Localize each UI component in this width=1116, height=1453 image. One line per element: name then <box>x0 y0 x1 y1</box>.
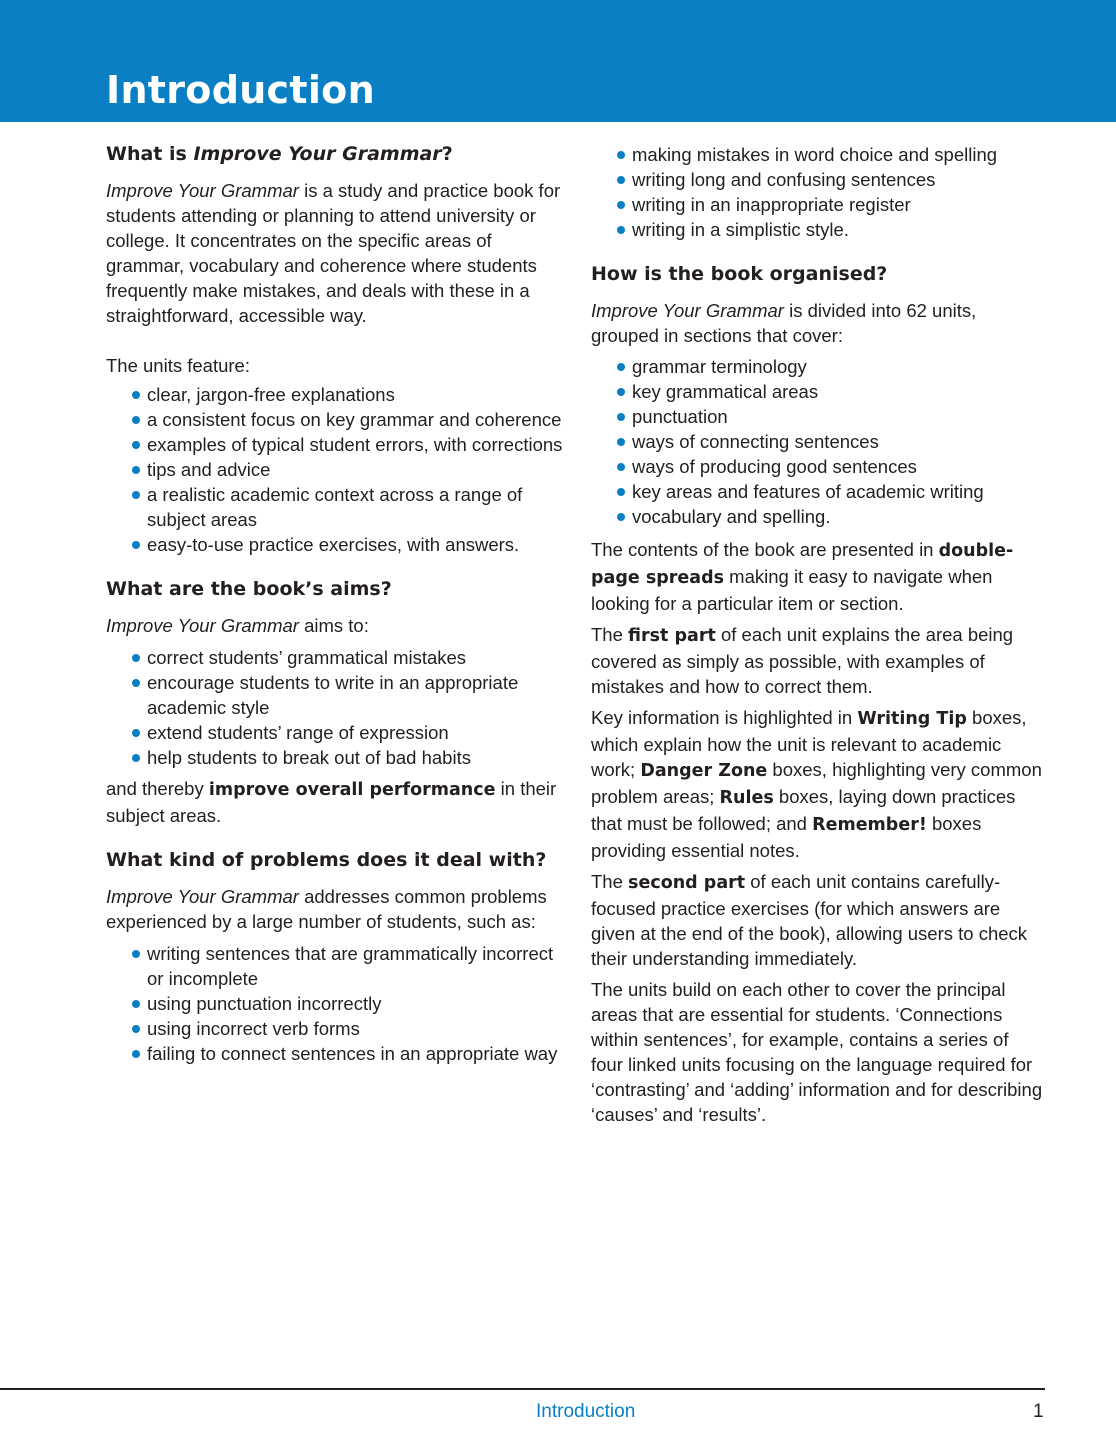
footer-section-label: Introduction <box>536 1401 636 1422</box>
footer-divider <box>0 1388 1045 1390</box>
problems-intro <box>106 884 566 934</box>
text-run: of each unit contains carefully-focused practice exercises (for which answers are given at the end of the book), allowing users to check their understanding immediately. <box>591 871 1028 969</box>
text-run: boxes, highlighting very common problem areas; <box>591 759 1042 807</box>
problems-list-continued <box>591 142 1043 242</box>
text-run: boxes providing essential notes. <box>591 813 982 861</box>
heading-organised: How is the book organised? <box>591 263 888 285</box>
what-is-text: is a study and practice book for students attending or planning to attend university or college. It concentrates on the specific areas of grammar, vocabulary and coherence where students frequently make mistakes, and deals with these in a straightforward, accessible way. <box>106 180 561 326</box>
aims-intro-text: aims to: <box>298 615 369 636</box>
list-item: key grammatical areas <box>617 379 1043 404</box>
bold-term: Danger Zone <box>640 761 768 781</box>
list-item: making mistakes in word choice and spelling <box>617 142 1043 167</box>
list-item: writing in an inappropriate register <box>617 192 1043 217</box>
page-title: Introduction <box>106 68 375 112</box>
left-column <box>106 142 566 1066</box>
text-run: boxes, laying down practices that must be followed; and <box>591 786 1016 834</box>
aims-outro <box>106 776 566 828</box>
list-item: vocabulary and spelling. <box>617 504 1043 529</box>
list-item: using incorrect verb forms <box>132 1016 566 1041</box>
problems-intro-text: addresses common problems experienced by a large number of students, such as: <box>106 886 547 932</box>
heading-what-is <box>106 142 566 167</box>
book-title: Improve Your Grammar <box>106 886 299 907</box>
book-title: Improve Your Grammar <box>106 615 299 636</box>
heading-what-is-post: ? <box>441 143 453 165</box>
text-run: The <box>591 871 629 892</box>
list-item: writing in a simplistic style. <box>617 217 1043 242</box>
text-run: The contents of the book are presented in <box>591 539 939 560</box>
heading-aims: What are the book’s aims? <box>106 578 392 600</box>
aims-list <box>106 645 566 770</box>
aims-outro-pre: and thereby <box>106 778 209 799</box>
organised-paragraph-4 <box>591 869 1043 971</box>
list-item: examples of typical student errors, with corrections <box>132 432 566 457</box>
organised-intro <box>591 298 1043 348</box>
header-banner <box>0 0 1116 122</box>
features-list <box>106 382 566 557</box>
list-item: ways of producing good sentences <box>617 454 1043 479</box>
text-run: boxes, which explain how the unit is relevant to academic work; <box>591 707 1027 780</box>
list-item: tips and advice <box>132 457 566 482</box>
page-number: 1 <box>1033 1401 1044 1422</box>
list-item: a consistent focus on key grammar and coherence <box>132 407 566 432</box>
organised-list <box>591 354 1043 529</box>
list-item: writing sentences that are grammatically incorrect or incomplete <box>132 941 566 991</box>
bold-term: double-page spreads <box>591 541 1014 588</box>
right-column <box>591 142 1043 1127</box>
list-item: writing long and confusing sentences <box>617 167 1043 192</box>
bold-term: second part <box>628 873 746 893</box>
text-run: of each unit explains the area being covered as simply as possible, with examples of mistakes and how to correct them. <box>591 624 1014 697</box>
heading-what-is-title: Improve Your Grammar <box>193 143 442 165</box>
heading-problems: What kind of problems does it deal with? <box>106 849 547 871</box>
aims-outro-post: in their subject areas. <box>106 778 557 826</box>
list-item: correct students’ grammatical mistakes <box>132 645 566 670</box>
list-item: ways of connecting sentences <box>617 429 1043 454</box>
aims-outro-bold: improve overall performance <box>208 780 496 800</box>
organised-paragraph-5: The units build on each other to cover the principal areas that are essential for students. ‘Connections within sentences’, for example, contains a series of four linked units focusing on the language required for ‘contrasting’ and ‘adding’ information and for describing ‘causes’ and ‘results’. <box>591 979 1043 1125</box>
bold-term: Remember! <box>812 815 927 835</box>
list-item: using punctuation incorrectly <box>132 991 566 1016</box>
list-item: a realistic academic context across a range of subject areas <box>132 482 566 532</box>
organised-paragraph-2 <box>591 622 1043 699</box>
list-item: punctuation <box>617 404 1043 429</box>
text-run: making it easy to navigate when looking for a particular item or section. <box>591 566 993 614</box>
list-item: failing to connect sentences in an appropriate way <box>132 1041 566 1066</box>
book-title: Improve Your Grammar <box>106 180 299 201</box>
what-is-paragraph <box>106 178 566 328</box>
problems-list <box>106 941 566 1066</box>
list-item: help students to break out of bad habits <box>132 745 566 770</box>
list-item: easy-to-use practice exercises, with answers. <box>132 532 566 557</box>
heading-what-is-pre: What is <box>106 143 194 165</box>
list-item: grammar terminology <box>617 354 1043 379</box>
list-item: extend students’ range of expression <box>132 720 566 745</box>
aims-intro <box>106 613 566 638</box>
list-item: encourage students to write in an appropriate academic style <box>132 670 566 720</box>
organised-paragraph-1 <box>591 537 1043 616</box>
bold-term: Writing Tip <box>857 709 967 729</box>
organised-intro-text: is divided into 62 units, grouped in sections that cover: <box>591 300 977 346</box>
list-item: key areas and features of academic writing <box>617 479 1043 504</box>
features-intro: The units feature: <box>106 355 250 376</box>
bold-term: first part <box>628 626 716 646</box>
book-title: Improve Your Grammar <box>591 300 784 321</box>
text-run: The <box>591 624 629 645</box>
list-item: clear, jargon-free explanations <box>132 382 566 407</box>
text-run: Key information is highlighted in <box>591 707 858 728</box>
bold-term: Rules <box>719 788 774 808</box>
organised-paragraph-3 <box>591 705 1043 863</box>
